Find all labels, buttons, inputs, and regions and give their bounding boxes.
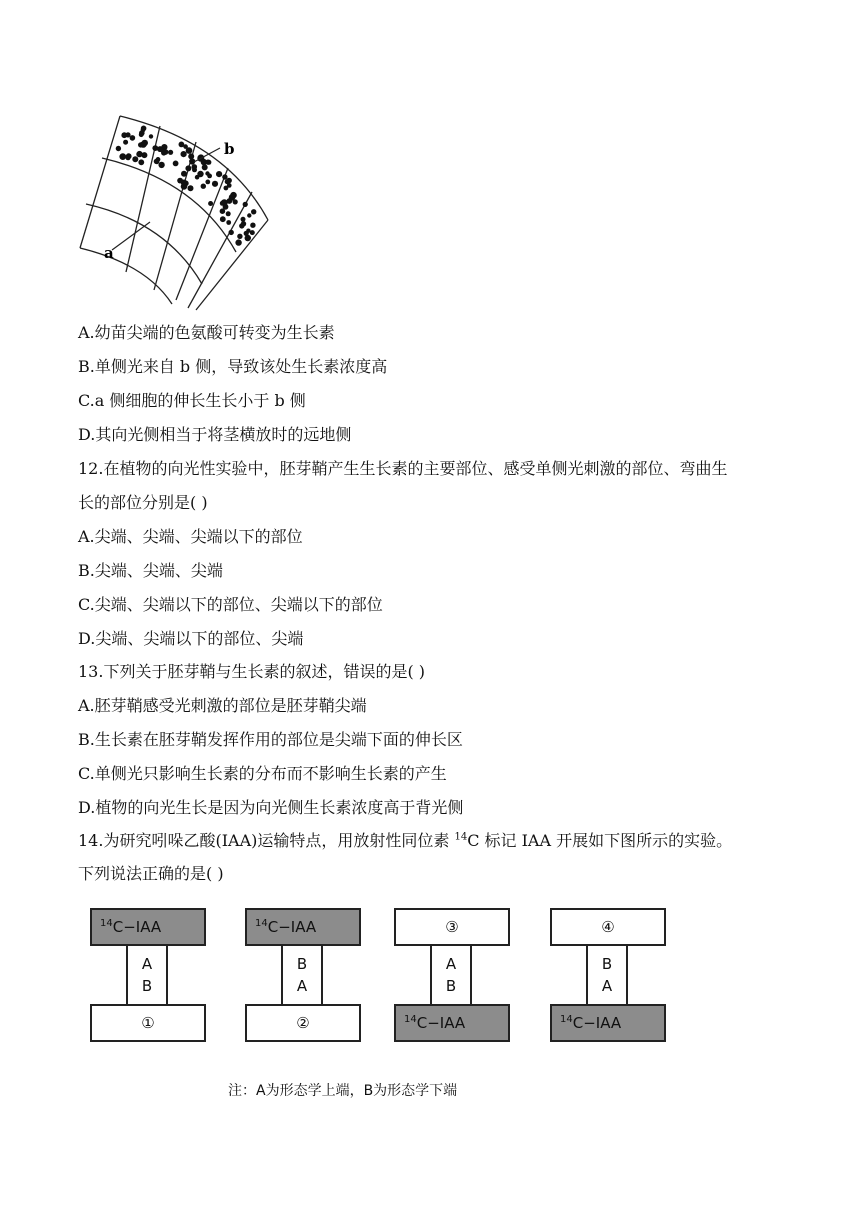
auxin-dot xyxy=(197,171,203,177)
auxin-dot xyxy=(181,171,187,177)
auxin-dot xyxy=(227,183,232,188)
setup2-top-iaa-block: $^{14}$C−IAA xyxy=(245,908,361,946)
q13-option-b: B.生长素在胚芽鞘发挥作用的部位是尖端下面的伸长区 xyxy=(78,730,463,749)
auxin-dot xyxy=(205,160,210,165)
q12-option-b: B.尖端、尖端、尖端 xyxy=(78,561,223,580)
auxin-dot xyxy=(149,134,153,138)
setup1-top-iaa-block: $^{14}$C−IAA xyxy=(90,908,206,946)
auxin-dot xyxy=(222,174,227,179)
auxin-dot xyxy=(142,140,148,146)
setup3-bottom-iaa-block: $^{14}$C−IAA xyxy=(394,1004,510,1042)
auxin-dot xyxy=(126,155,131,160)
q14-stem-line2: 下列说法正确的是( ) xyxy=(78,864,224,883)
auxin-dot xyxy=(119,153,126,160)
auxin-dot xyxy=(163,149,169,155)
auxin-dot xyxy=(221,199,228,206)
setup1-stem-lower: B xyxy=(141,977,153,995)
q14-stem-line1 xyxy=(78,831,732,851)
auxin-dot xyxy=(229,230,234,235)
setup4-bottom-iaa-block: $^{14}$C−IAA xyxy=(550,1004,666,1042)
auxin-dot xyxy=(241,217,246,222)
auxin-dot xyxy=(177,178,183,184)
auxin-dot xyxy=(136,151,142,157)
auxin-dot xyxy=(173,161,179,167)
setup3-stem-upper: A xyxy=(445,955,457,973)
setup4-stem-upper: B xyxy=(601,955,613,973)
q12-option-d: D.尖端、尖端以下的部位、尖端 xyxy=(78,629,304,648)
auxin-dot xyxy=(154,159,159,164)
auxin-dot xyxy=(158,162,164,168)
auxin-dot xyxy=(205,180,210,185)
q11-option-b: B.单侧光来自 b 侧，导致该处生长素浓度高 xyxy=(78,357,388,376)
auxin-dot xyxy=(212,181,218,187)
label-b: b xyxy=(224,140,235,158)
setup3-top-block: ③ xyxy=(394,908,510,946)
auxin-dot xyxy=(183,144,188,149)
auxin-dot xyxy=(116,146,121,151)
experiment-note: 注：A为形态学上端，B为形态学下端 xyxy=(228,1083,458,1099)
setup1-bottom-block: ① xyxy=(90,1004,206,1042)
auxin-dot xyxy=(188,153,194,159)
auxin-dot xyxy=(130,135,136,141)
q11-option-c: C.a 侧细胞的伸长生长小于 b 侧 xyxy=(78,391,306,410)
auxin-dot xyxy=(220,208,226,214)
q13-option-c: C.单侧光只影响生长素的分布而不影响生长素的产生 xyxy=(78,764,447,783)
setup2-stem-segment xyxy=(281,944,323,1006)
auxin-dot xyxy=(244,231,249,236)
auxin-dot xyxy=(220,216,226,222)
auxin-dot xyxy=(192,164,198,170)
auxin-dot xyxy=(226,220,231,225)
auxin-dot xyxy=(121,132,127,138)
auxin-dot xyxy=(243,202,248,207)
q12-stem-line2: 长的部位分别是( ) xyxy=(78,493,208,512)
auxin-dot xyxy=(205,171,209,175)
q13-option-d: D.植物的向光生长是因为向光侧生长素浓度高于背光侧 xyxy=(78,798,464,817)
auxin-dot xyxy=(237,234,242,239)
auxin-dot xyxy=(139,132,144,137)
auxin-dot xyxy=(132,156,138,162)
auxin-dot xyxy=(181,151,187,157)
seedling-tip-diagram xyxy=(76,112,276,312)
auxin-dot xyxy=(226,211,231,216)
setup4-stem-lower: A xyxy=(601,977,613,995)
auxin-dot xyxy=(138,159,144,165)
auxin-dot xyxy=(216,171,222,177)
auxin-dot xyxy=(239,223,244,228)
auxin-dot xyxy=(251,209,256,214)
label-a: a xyxy=(104,244,114,262)
auxin-dot xyxy=(235,239,241,245)
auxin-dot xyxy=(247,213,251,217)
setup1-stem-segment xyxy=(126,944,168,1006)
auxin-dot xyxy=(123,140,128,145)
auxin-dot xyxy=(250,223,255,228)
setup4-stem-segment xyxy=(586,944,628,1006)
auxin-dot xyxy=(245,236,250,241)
auxin-dot xyxy=(185,165,191,171)
auxin-dot xyxy=(168,150,173,155)
auxin-dot xyxy=(159,147,163,151)
q13-option-a: A.胚芽鞘感受光刺激的部位是胚芽鞘尖端 xyxy=(78,696,367,715)
auxin-dot xyxy=(202,164,208,170)
q12-option-a: A.尖端、尖端、尖端以下的部位 xyxy=(78,527,303,546)
setup3-stem-segment xyxy=(430,944,472,1006)
auxin-dot xyxy=(201,184,206,189)
q14-stem-post: C 标记 IAA 开展如下图所示的实验。 xyxy=(467,831,733,850)
q14-stem-pre: 14.为研究吲哚乙酸(IAA)运输特点，用放射性同位素 xyxy=(78,831,455,850)
q12-option-c: C.尖端、尖端以下的部位、尖端以下的部位 xyxy=(78,595,383,614)
auxin-dot xyxy=(188,185,194,191)
setup2-stem-lower: A xyxy=(296,977,308,995)
q11-option-a: A.幼苗尖端的色氨酸可转变为生长素 xyxy=(78,323,335,342)
q13-stem: 13.下列关于胚芽鞘与生长素的叙述，错误的是( ) xyxy=(78,662,426,681)
setup1-stem-upper: A xyxy=(141,955,153,973)
q12-stem-line1: 12.在植物的向光性实验中，胚芽鞘产生生长素的主要部位、感受单侧光刺激的部位、弯曲生 xyxy=(78,459,728,478)
setup3-stem-lower: B xyxy=(445,977,457,995)
setup2-stem-upper: B xyxy=(296,955,308,973)
setup2-bottom-block: ② xyxy=(245,1004,361,1042)
q14-stem-sup: 14 xyxy=(454,831,468,843)
auxin-dot xyxy=(208,201,213,206)
setup4-top-block: ④ xyxy=(550,908,666,946)
q11-option-d: D.其向光侧相当于将茎横放时的远地侧 xyxy=(78,425,352,444)
iaa-experiment-figure xyxy=(88,900,788,1050)
